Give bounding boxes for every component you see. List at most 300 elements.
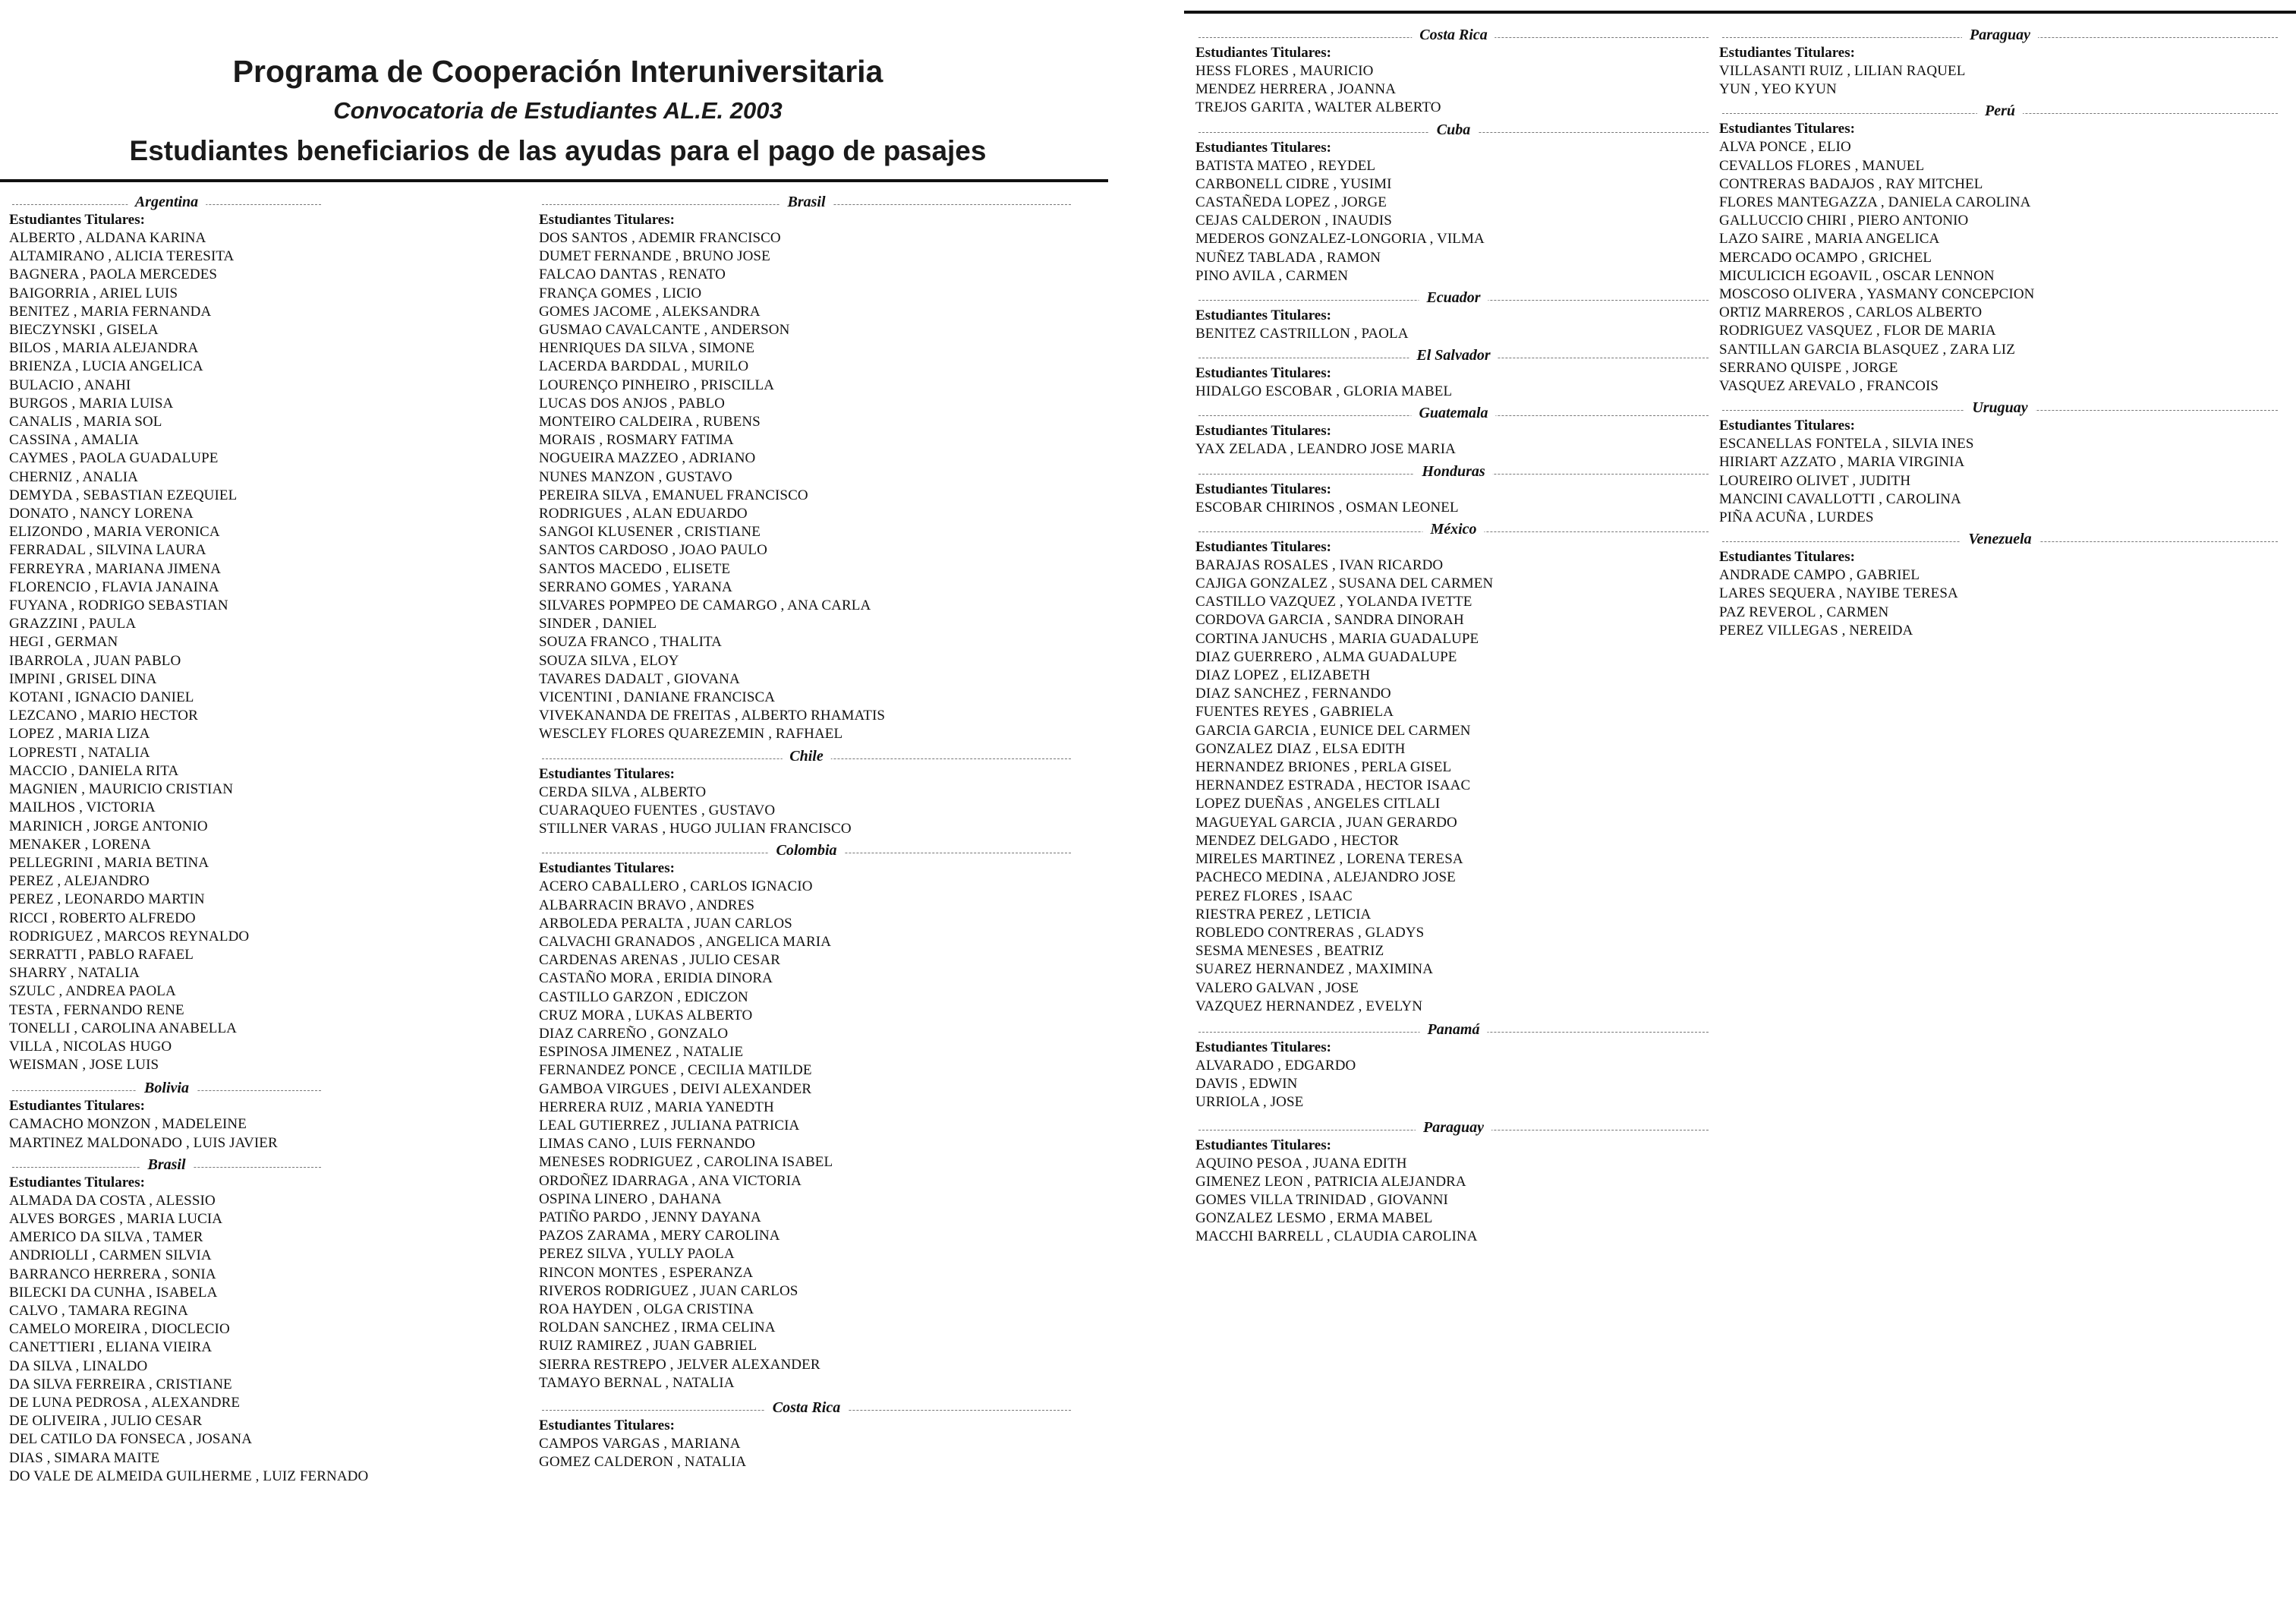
category-label: Estudiantes Titulares: (1195, 1039, 1331, 1055)
student-name: ESPINOSA JIMENEZ , NATALIE (539, 1044, 744, 1061)
student-name: MICULICICH EGOAVIL , OSCAR LENNON (1719, 267, 1995, 284)
student-name: TAVARES DADALT , GIOVANA (539, 670, 740, 687)
student-name: CORTINA JANUCHS , MARIA GUADALUPE (1195, 630, 1479, 647)
student-name: GONZALEZ DIAZ , ELSA EDITH (1195, 740, 1406, 757)
student-name: RODRIGUES , ALAN EDUARDO (539, 506, 748, 522)
student-list (539, 229, 1074, 744)
student-name: CALVO , TAMARA REGINA (9, 1302, 188, 1319)
student-name: DIAZ SANCHEZ , FERNANDO (1195, 686, 1391, 702)
student-name: TREJOS GARITA , WALTER ALBERTO (1195, 99, 1441, 116)
student-name: PACHECO MEDINA , ALEJANDRO JOSE (1195, 869, 1456, 886)
section-brasil (9, 1156, 369, 1486)
country-name: Bolivia (137, 1079, 197, 1097)
student-name: DIAZ CARREÑO , GONZALO (539, 1025, 729, 1042)
country-name: Panamá (1420, 1020, 1488, 1039)
country-heading (539, 747, 1074, 765)
student-name: LEAL GUTIERREZ , JULIANA PATRICIA (539, 1117, 800, 1134)
student-name: ROBLEDO CONTRERAS , GLADYS (1195, 924, 1425, 941)
student-name: TONELLI , CAROLINA ANABELLA (9, 1020, 237, 1036)
student-name: SESMA MENESES , BEATRIZ (1195, 943, 1384, 960)
student-name: SOUZA FRANCO , THALITA (539, 634, 723, 651)
student-name: FERRADAL , SILVINA LAURA (9, 542, 206, 559)
country-heading (1719, 102, 2281, 120)
student-name: CANETTIERI , ELIANA VIEIRA (9, 1339, 213, 1356)
student-name: CEVALLOS FLORES , MANUEL (1719, 157, 1925, 174)
student-name: LARES SEQUERA , NAYIBE TERESA (1719, 585, 1958, 602)
section-cuba (1195, 121, 1712, 285)
student-name: CRUZ MORA , LUKAS ALBERTO (539, 1007, 753, 1023)
student-name: BILECKI DA CUNHA , ISABELA (9, 1284, 218, 1301)
student-name: MONTEIRO CALDEIRA , RUBENS (539, 414, 761, 430)
student-list (1195, 440, 1712, 459)
student-name: ANDRIOLLI , CARMEN SILVIA (9, 1247, 212, 1264)
student-name: SUAREZ HERNANDEZ , MAXIMINA (1195, 961, 1434, 978)
student-name: GRAZZINI , PAULA (9, 616, 137, 632)
student-name: GOMEZ CALDERON , NATALIA (539, 1454, 747, 1471)
student-name: PIÑA ACUÑA , LURDES (1719, 509, 1874, 526)
student-name: ACERO CABALLERO , CARLOS IGNACIO (539, 878, 813, 895)
student-name: MENDEZ HERRERA , JOANNA (1195, 81, 1397, 98)
student-name: SZULC , ANDREA PAOLA (9, 983, 176, 1000)
student-name: MENAKER , LORENA (9, 836, 151, 853)
student-name: MENDEZ DELGADO , HECTOR (1195, 832, 1399, 849)
student-name: FERNANDEZ PONCE , CECILIA MATILDE (539, 1062, 812, 1079)
category-label: Estudiantes Titulares: (539, 1417, 675, 1433)
student-name: PATIÑO PARDO , JENNY DAYANA (539, 1209, 761, 1225)
student-name: CONTRERAS BADAJOS , RAY MITCHEL (1719, 175, 1983, 192)
section-venezuela (1719, 530, 2281, 640)
student-name: BILOS , MARIA ALEJANDRA (9, 340, 199, 357)
country-name: Brasil (140, 1156, 193, 1174)
category-label: Estudiantes Titulares: (1719, 418, 1855, 434)
student-name: CANALIS , MARIA SOL (9, 414, 162, 430)
student-name: STILLNER VARAS , HUGO JULIAN FRANCISCO (539, 821, 852, 837)
student-name: FALCAO DANTAS , RENATO (539, 266, 726, 283)
student-name: KOTANI , IGNACIO DANIEL (9, 689, 194, 706)
student-list (9, 1192, 369, 1486)
student-list (1195, 557, 1712, 1016)
country-name: Perú (1977, 102, 2023, 120)
category-label: Estudiantes Titulares: (1719, 45, 1855, 61)
student-name: VAZQUEZ HERNANDEZ , EVELYN (1195, 998, 1423, 1014)
right-column-1 (1195, 23, 1712, 1247)
country-name: Cuba (1429, 121, 1478, 139)
student-name: MACCHI BARRELL , CLAUDIA CAROLINA (1195, 1228, 1478, 1245)
section-costa-rica-cont (1195, 26, 1712, 118)
category-label: Estudiantes Titulares: (9, 1098, 145, 1115)
student-name: MANCINI CAVALLOTTI , CAROLINA (1719, 490, 1961, 507)
student-name: CASTAÑO MORA , ERIDIA DINORA (539, 970, 773, 987)
student-name: DOS SANTOS , ADEMIR FRANCISCO (539, 230, 781, 246)
right-column-2 (1719, 23, 2281, 640)
section-honduras (1195, 462, 1712, 517)
student-name: CARBONELL CIDRE , YUSIMI (1195, 175, 1392, 192)
category-label: Estudiantes Titulares: (1195, 307, 1331, 324)
student-list (9, 229, 324, 1074)
student-name: RODRIGUEZ VASQUEZ , FLOR DE MARIA (1719, 323, 1996, 339)
country-heading (1195, 289, 1712, 307)
student-name: PEREZ VILLEGAS , NEREIDA (1719, 622, 1913, 639)
student-list (1195, 157, 1712, 285)
student-name: ALTAMIRANO , ALICIA TERESITA (9, 248, 235, 265)
country-name: Colombia (768, 841, 844, 859)
student-name: PAZ REVEROL , CARMEN (1719, 604, 1889, 620)
student-name: VIVEKANANDA DE FREITAS , ALBERTO RHAMATIS (539, 708, 886, 724)
student-name: DE LUNA PEDROSA , ALEXANDRE (9, 1394, 241, 1411)
country-name: Chile (782, 747, 830, 765)
student-name: CASTILLO VAZQUEZ , YOLANDA IVETTE (1195, 594, 1472, 610)
student-list (1195, 325, 1712, 343)
country-heading (9, 1156, 324, 1174)
student-name: VILLASANTI RUIZ , LILIAN RAQUEL (1719, 63, 1966, 79)
student-name: HERRERA RUIZ , MARIA YANEDTH (539, 1099, 774, 1115)
student-name: MORAIS , ROSMARY FATIMA (539, 432, 734, 449)
student-name: MOSCOSO OLIVERA , YASMANY CONCEPCION (1719, 286, 2035, 303)
student-name: BURGOS , MARIA LUISA (9, 395, 174, 412)
student-name: TAMAYO BERNAL , NATALIA (539, 1374, 735, 1391)
country-name: Paraguay (1962, 26, 2038, 44)
student-name: PEREZ SILVA , YULLY PAOLA (539, 1246, 735, 1263)
student-name: NUÑEZ TABLADA , RAMON (1195, 249, 1381, 266)
student-name: PEREZ , LEONARDO MARTIN (9, 891, 205, 908)
student-name: MAILHOS , VICTORIA (9, 799, 156, 816)
student-name: BRIENZA , LUCIA ANGELICA (9, 358, 203, 375)
student-name: HESS FLORES , MAURICIO (1195, 63, 1374, 79)
right-page (1184, 0, 2296, 1624)
student-name: CAMPOS VARGAS , MARIANA (539, 1435, 741, 1452)
student-name: CARDENAS ARENAS , JULIO CESAR (539, 952, 781, 969)
country-name: Argentina (128, 193, 206, 211)
student-name: GOMES VILLA TRINIDAD , GIOVANNI (1195, 1191, 1448, 1208)
student-name: RIVEROS RODRIGUEZ , JUAN CARLOS (539, 1282, 798, 1299)
student-list (1195, 499, 1712, 517)
student-name: PELLEGRINI , MARIA BETINA (9, 854, 209, 871)
student-name: CAMELO MOREIRA , DIOCLECIO (9, 1321, 230, 1338)
category-label: Estudiantes Titulares: (1195, 481, 1331, 497)
student-name: GONZALEZ LESMO , ERMA MABEL (1195, 1210, 1433, 1227)
section-mexico (1195, 520, 1712, 1016)
country-heading (1719, 530, 2281, 548)
student-name: FUYANA , RODRIGO SEBASTIAN (9, 598, 228, 614)
student-name: HENRIQUES DA SILVA , SIMONE (539, 340, 755, 357)
student-name: TESTA , FERNANDO RENE (9, 1001, 184, 1018)
student-name: RUIZ RAMIREZ , JUAN GABRIEL (539, 1338, 757, 1354)
student-name: PAZOS ZARAMA , MERY CAROLINA (539, 1228, 780, 1244)
student-name: MAGNIEN , MAURICIO CRISTIAN (9, 781, 234, 798)
student-name: LOUREIRO OLIVET , JUDITH (1719, 472, 1911, 489)
student-name: CAMACHO MONZON , MADELEINE (9, 1116, 247, 1133)
student-name: CAYMES , PAOLA GUADALUPE (9, 450, 219, 467)
section-bolivia (9, 1079, 324, 1152)
country-heading (1195, 121, 1712, 139)
student-name: LEZCANO , MARIO HECTOR (9, 708, 198, 724)
student-name: SHARRY , NATALIA (9, 965, 140, 982)
student-name: GOMES JACOME , ALEKSANDRA (539, 303, 761, 320)
student-name: HERNANDEZ ESTRADA , HECTOR ISAAC (1195, 777, 1471, 794)
student-name: HIRIART AZZATO , MARIA VIRGINIA (1719, 454, 1965, 471)
student-name: ESCANELLAS FONTELA , SILVIA INES (1719, 436, 1974, 453)
student-name: BIECZYNSKI , GISELA (9, 322, 159, 339)
document-header (0, 52, 1116, 172)
student-name: DEMYDA , SEBASTIAN EZEQUIEL (9, 487, 238, 503)
country-heading (1195, 26, 1712, 44)
student-name: SANGOI KLUSENER , CRISTIANE (539, 524, 761, 541)
student-name: ORDOÑEZ IDARRAGA , ANA VICTORIA (539, 1172, 802, 1189)
student-name: DAVIS , EDWIN (1195, 1076, 1298, 1093)
student-name: MARTINEZ MALDONADO , LUIS JAVIER (9, 1134, 278, 1151)
student-name: DE OLIVEIRA , JULIO CESAR (9, 1413, 203, 1430)
student-name: BARAJAS ROSALES , IVAN RICARDO (1195, 557, 1444, 573)
student-name: FLORENCIO , FLAVIA JANAINA (9, 579, 219, 595)
student-name: ALBERTO , ALDANA KARINA (9, 230, 206, 246)
student-name: CERDA SILVA , ALBERTO (539, 784, 707, 800)
student-name: SANTOS CARDOSO , JOAO PAULO (539, 542, 767, 559)
section-uruguay (1719, 399, 2281, 527)
student-list (1719, 62, 2281, 99)
student-name: SIERRA RESTREPO , JELVER ALEXANDER (539, 1356, 820, 1373)
category-label: Estudiantes Titulares: (9, 1174, 145, 1190)
section-colombia (539, 841, 1074, 1392)
student-name: MIRELES MARTINEZ , LORENA TERESA (1195, 851, 1463, 868)
country-heading (9, 1079, 324, 1097)
student-name: DIAZ LOPEZ , ELIZABETH (1195, 667, 1371, 684)
country-heading (9, 193, 324, 211)
student-list (1195, 383, 1712, 401)
student-name: ROA HAYDEN , OLGA CRISTINA (539, 1301, 754, 1317)
document-subtitle: Convocatoria de Estudiantes AL.E. 2003 (333, 97, 783, 124)
student-name: VICENTINI , DANIANE FRANCISCA (539, 689, 776, 706)
student-name: LOURENÇO PINHEIRO , PRISCILLA (539, 377, 775, 393)
student-name: CEJAS CALDERON , INAUDIS (1195, 213, 1392, 229)
student-name: DIAS , SIMARA MAITE (9, 1449, 160, 1466)
student-name: MACCIO , DANIELA RITA (9, 762, 179, 779)
student-name: ALVA PONCE , ELIO (1719, 139, 1851, 156)
country-heading (539, 193, 1074, 211)
student-name: LIMAS CANO , LUIS FERNANDO (539, 1136, 755, 1153)
country-name: Venezuela (1961, 530, 2039, 548)
student-name: IMPINI , GRISEL DINA (9, 670, 157, 687)
country-name: El Salvador (1409, 346, 1498, 364)
student-name: GIMENEZ LEON , PATRICIA ALEJANDRA (1195, 1173, 1466, 1190)
student-list (1719, 566, 2281, 640)
student-name: YUN , YEO KYUN (1719, 81, 1837, 98)
student-name: ANDRADE CAMPO , GABRIEL (1719, 567, 1920, 584)
student-name: SERRATTI , PABLO RAFAEL (9, 946, 194, 963)
student-name: HERNANDEZ BRIONES , PERLA GISEL (1195, 759, 1452, 776)
student-name: GALLUCCIO CHIRI , PIERO ANTONIO (1719, 213, 1969, 229)
section-paraguay (1195, 1118, 1712, 1247)
country-heading (1195, 520, 1712, 538)
student-name: ORTIZ MARREROS , CARLOS ALBERTO (1719, 304, 1983, 321)
student-name: ALMADA DA COSTA , ALESSIO (9, 1192, 216, 1209)
student-name: LOPRESTI , NATALIA (9, 744, 150, 761)
student-name: BENITEZ CASTRILLON , PAOLA (1195, 326, 1409, 342)
student-name: GARCIA GARCIA , EUNICE DEL CARMEN (1195, 722, 1471, 739)
category-label: Estudiantes Titulares: (539, 765, 675, 782)
document-heading: Estudiantes beneficiarios de las ayudas para el pago de pasajes (129, 135, 987, 166)
student-name: DO VALE DE ALMEIDA GUILHERME , LUIZ FERNADO (9, 1468, 369, 1484)
section-costa-rica (539, 1399, 1074, 1471)
category-label: Estudiantes Titulares: (539, 860, 675, 877)
student-name: RINCON MONTES , ESPERANZA (539, 1264, 754, 1281)
student-name: NUNES MANZON , GUSTAVO (539, 468, 732, 485)
student-name: DEL CATILO DA FONSECA , JOSANA (9, 1431, 253, 1448)
student-name: CORDOVA GARCIA , SANDRA DINORAH (1195, 612, 1464, 629)
country-name: Uruguay (1964, 399, 2035, 417)
category-label: Estudiantes Titulares: (1195, 1137, 1331, 1153)
category-label: Estudiantes Titulares: (1719, 549, 1855, 566)
country-heading (1195, 404, 1712, 422)
student-name: SANTILLAN GARCIA BLASQUEZ , ZARA LIZ (1719, 341, 2015, 358)
country-heading (539, 1399, 1074, 1417)
student-name: DA SILVA FERREIRA , CRISTIANE (9, 1376, 232, 1392)
country-name: México (1422, 520, 1484, 538)
country-heading (1195, 1118, 1712, 1137)
student-name: DA SILVA , LINALDO (9, 1358, 148, 1374)
category-label: Estudiantes Titulares: (1195, 139, 1331, 156)
student-name: DONATO , NANCY LORENA (9, 506, 194, 522)
student-list (9, 1115, 324, 1152)
student-name: CASTAÑEDA LOPEZ , JORGE (1195, 194, 1387, 211)
student-name: ALBARRACIN BRAVO , ANDRES (539, 897, 755, 913)
student-name: BAGNERA , PAOLA MERCEDES (9, 266, 218, 283)
left-page (0, 0, 1116, 1624)
country-heading (1719, 399, 2281, 417)
section-paraguay-cont (1719, 26, 2281, 99)
student-name: LOPEZ , MARIA LIZA (9, 726, 150, 743)
student-name: CASSINA , AMALIA (9, 432, 140, 449)
student-name: DUMET FERNANDE , BRUNO JOSE (539, 248, 770, 265)
student-name: PEREIRA SILVA , EMANUEL FRANCISCO (539, 487, 808, 503)
student-name: OSPINA LINERO , DAHANA (539, 1190, 722, 1207)
student-name: LACERDA BARDDAL , MURILO (539, 358, 749, 375)
student-name: AQUINO PESOA , JUANA EDITH (1195, 1155, 1407, 1171)
student-name: URRIOLA , JOSE (1195, 1094, 1304, 1111)
student-name: MEDEROS GONZALEZ-LONGORIA , VILMA (1195, 231, 1485, 248)
document-title: Programa de Cooperación Interuniversitaria (232, 54, 883, 89)
country-name: Costa Rica (765, 1399, 848, 1417)
student-name: FUENTES REYES , GABRIELA (1195, 704, 1394, 721)
section-panama (1195, 1020, 1712, 1112)
student-name: MENESES RODRIGUEZ , CAROLINA ISABEL (539, 1154, 833, 1171)
student-name: FRANÇA GOMES , LICIO (539, 285, 702, 301)
student-name: ESCOBAR CHIRINOS , OSMAN LEONEL (1195, 499, 1459, 516)
student-name: HEGI , GERMAN (9, 634, 118, 651)
student-name: FERREYRA , MARIANA JIMENA (9, 560, 222, 577)
student-list (539, 784, 1074, 839)
student-name: CHERNIZ , ANALIA (9, 468, 138, 485)
student-name: RICCI , ROBERTO ALFREDO (9, 910, 196, 926)
left-column-2 (539, 190, 1074, 1471)
category-label: Estudiantes Titulares: (1719, 121, 1855, 137)
student-name: CAJIGA GONZALEZ , SUSANA DEL CARMEN (1195, 575, 1494, 592)
student-name: BARRANCO HERRERA , SONIA (9, 1266, 216, 1282)
student-name: VILLA , NICOLAS HUGO (9, 1038, 172, 1055)
student-name: ROLDAN SANCHEZ , IRMA CELINA (539, 1320, 776, 1336)
category-label: Estudiantes Titulares: (1195, 538, 1331, 555)
country-name: Honduras (1414, 462, 1492, 481)
student-name: BULACIO , ANAHI (9, 377, 131, 393)
student-name: RODRIGUEZ , MARCOS REYNALDO (9, 928, 250, 944)
student-name: BATISTA MATEO , REYDEL (1195, 157, 1376, 174)
section-guatemala (1195, 404, 1712, 459)
student-name: HIDALGO ESCOBAR , GLORIA MABEL (1195, 383, 1453, 400)
student-list (1719, 435, 2281, 527)
country-name: Costa Rica (1412, 26, 1494, 44)
student-name: MARINICH , JORGE ANTONIO (9, 818, 208, 834)
country-heading (539, 841, 1074, 859)
student-name: LAZO SAIRE , MARIA ANGELICA (1719, 231, 1940, 248)
section-peru (1719, 102, 2281, 396)
student-name: MERCADO OCAMPO , GRICHEL (1719, 249, 1932, 266)
category-label: Estudiantes Titulares: (1195, 423, 1331, 440)
student-list (539, 878, 1074, 1392)
section-argentina (9, 193, 324, 1074)
student-name: ARBOLEDA PERALTA , JUAN CARLOS (539, 915, 792, 932)
student-name: BAIGORRIA , ARIEL LUIS (9, 285, 178, 301)
student-name: WESCLEY FLORES QUAREZEMIN , RAFHAEL (539, 726, 843, 743)
student-name: WEISMAN , JOSE LUIS (9, 1057, 159, 1074)
country-heading (1195, 1020, 1712, 1039)
country-name: Brasil (780, 193, 833, 211)
top-rule (1184, 11, 2296, 14)
student-name: LUCAS DOS ANJOS , PABLO (539, 395, 725, 412)
category-label: Estudiantes Titulares: (1195, 45, 1331, 61)
student-name: IBARROLA , JUAN PABLO (9, 652, 181, 669)
category-label: Estudiantes Titulares: (539, 212, 675, 228)
student-name: RIESTRA PEREZ , LETICIA (1195, 906, 1372, 922)
student-name: SINDER , DANIEL (539, 616, 657, 632)
student-name: AMERICO DA SILVA , TAMER (9, 1229, 203, 1246)
country-name: Paraguay (1416, 1118, 1491, 1137)
country-heading (1195, 462, 1712, 481)
section-ecuador (1195, 289, 1712, 343)
country-heading (1719, 26, 2281, 44)
student-list (539, 1435, 1074, 1471)
left-column-1 (9, 190, 369, 1486)
student-name: LOPEZ DUEÑAS , ANGELES CITLALI (1195, 796, 1441, 812)
student-name: BENITEZ , MARIA FERNANDA (9, 303, 212, 320)
title-rule (0, 179, 1108, 182)
student-list (1195, 1155, 1712, 1247)
student-name: PINO AVILA , CARMEN (1195, 267, 1349, 284)
student-list (1719, 138, 2281, 396)
student-list (1195, 62, 1712, 118)
student-list (1195, 1057, 1712, 1112)
category-label: Estudiantes Titulares: (9, 212, 145, 228)
student-name: SERRANO QUISPE , JORGE (1719, 359, 1898, 376)
country-name: Guatemala (1411, 404, 1495, 422)
student-name: GAMBOA VIRGUES , DEIVI ALEXANDER (539, 1080, 812, 1097)
student-name: NOGUEIRA MAZZEO , ADRIANO (539, 450, 756, 467)
student-name: CASTILLO GARZON , EDICZON (539, 989, 748, 1005)
student-name: SERRANO GOMES , YARANA (539, 579, 732, 595)
section-chile (539, 747, 1074, 839)
student-name: SOUZA SILVA , ELOY (539, 652, 679, 669)
student-name: CUARAQUEO FUENTES , GUSTAVO (539, 802, 776, 818)
section-el-salvador (1195, 346, 1712, 401)
country-name: Ecuador (1419, 289, 1488, 307)
student-name: YAX ZELADA , LEANDRO JOSE MARIA (1195, 441, 1456, 458)
student-name: SILVARES POPMPEO DE CAMARGO , ANA CARLA (539, 598, 871, 614)
student-name: PEREZ FLORES , ISAAC (1195, 888, 1353, 904)
country-heading (1195, 346, 1712, 364)
student-name: ALVARADO , EDGARDO (1195, 1057, 1356, 1074)
section-brasil-cont (539, 193, 1074, 744)
student-name: ALVES BORGES , MARIA LUCIA (9, 1210, 223, 1227)
student-name: VALERO GALVAN , JOSE (1195, 979, 1359, 996)
student-name: ELIZONDO , MARIA VERONICA (9, 524, 220, 541)
